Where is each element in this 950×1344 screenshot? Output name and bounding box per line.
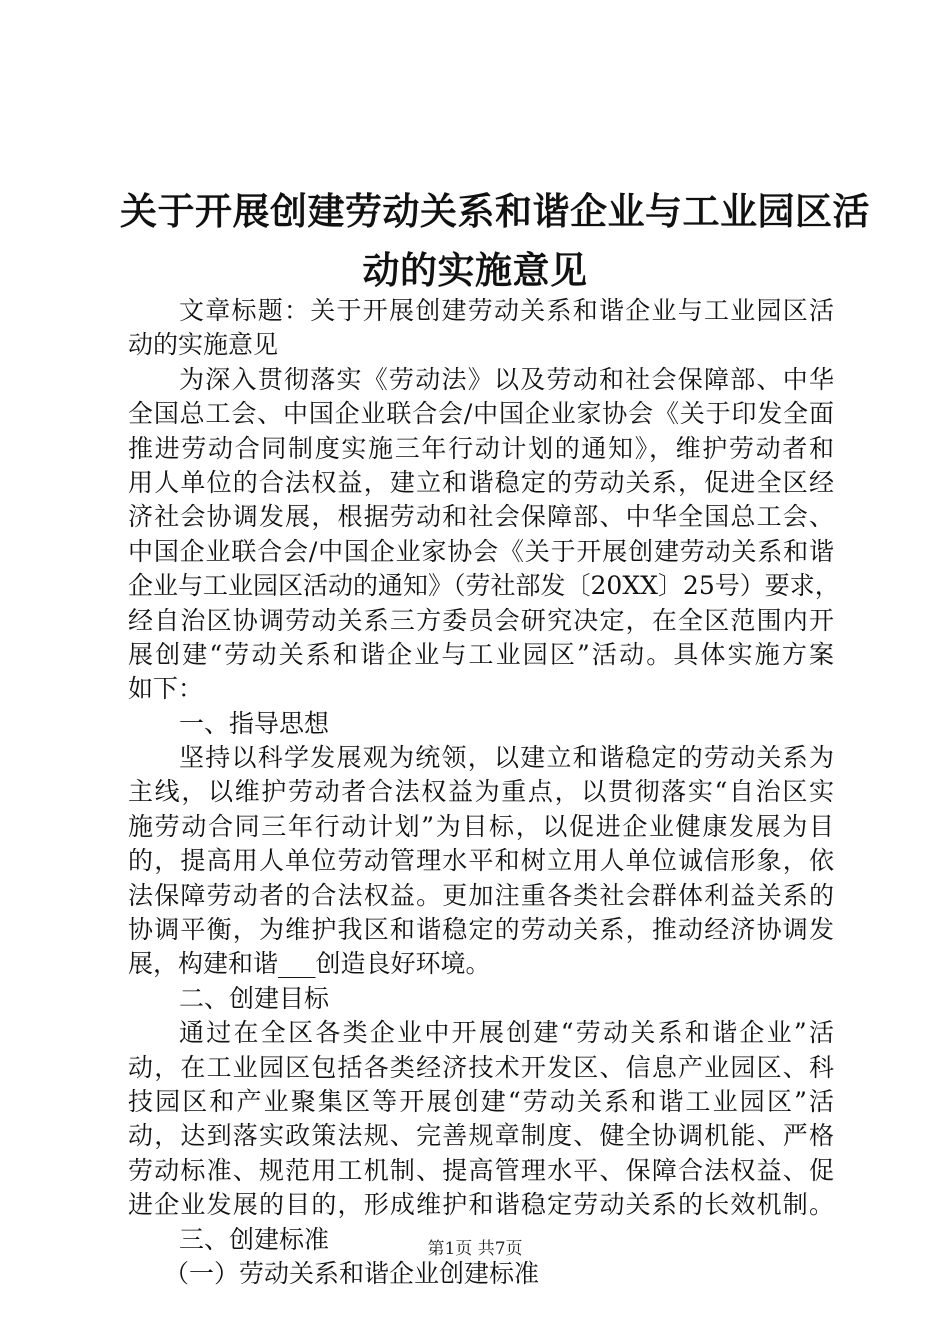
body-line: 展创建“劳动关系和谐企业与工业园区”活动。具体实施方案 xyxy=(128,639,834,669)
body-line: 推进劳动合同制度实施三年行动计划的通知》，维护劳动者和 xyxy=(128,433,834,463)
section-heading: 一、指导思想 xyxy=(179,708,330,738)
body-line: 技园区和产业聚集区等开展创建“劳动关系和谐工业园区”活 xyxy=(128,1086,834,1116)
body-line: 动，在工业园区包括各类经济技术开发区、信息产业园区、科 xyxy=(128,1052,834,1082)
body-line: 动，达到落实政策法规、完善规章制度、健全协调机能、严格 xyxy=(128,1121,834,1151)
body-line: 文章标题：关于开展创建劳动关系和谐企业与工业园区活 xyxy=(179,296,834,325)
section-heading: 二、创建目标 xyxy=(179,983,330,1013)
section-heading: 三、创建标准 xyxy=(179,1224,330,1254)
body-line: 进企业发展的目的，形成维护和谐稳定劳动关系的长效机制。 xyxy=(128,1190,834,1220)
body-line: 施劳动合同三年行动计划”为目标，以促进企业健康发展为目 xyxy=(128,811,834,841)
body-line: 展，构建和谐___创造良好环境。 xyxy=(128,949,491,979)
body-line: 动的实施意见 xyxy=(128,330,279,360)
body-line: 全国总工会、中国企业联合会/中国企业家协会《关于印发全面 xyxy=(128,399,834,429)
body-line: 如下： xyxy=(128,674,204,704)
page-number-footer: 第1页 共7页 xyxy=(427,1239,523,1259)
body-line: 济社会协调发展，根据劳动和社会保障部、中华全国总工会、 xyxy=(128,502,834,532)
body-line: 的，提高用人单位劳动管理水平和树立用人单位诚信形象，依 xyxy=(128,846,834,876)
body-line: 通过在全区各类企业中开展创建“劳动关系和谐企业”活 xyxy=(179,1018,834,1048)
body-line: 劳动标准、规范用工机制、提高管理水平、保障合法权益、促 xyxy=(128,1155,834,1185)
document-title-line-1: 关于开展创建劳动关系和谐企业与工业园区活 xyxy=(120,190,870,233)
body-line: 企业与工业园区活动的通知》（劳社部发〔20XX〕25号）要求， xyxy=(128,571,840,601)
body-line: 用人单位的合法权益，建立和谐稳定的劳动关系，促进全区经 xyxy=(128,467,834,497)
body-line: 法保障劳动者的合法权益。更加注重各类社会群体利益关系的 xyxy=(128,880,834,910)
body-line: 协调平衡，为维护我区和谐稳定的劳动关系，推动经济协调发 xyxy=(128,915,834,945)
body-line: 中国企业联合会/中国企业家协会《关于开展创建劳动关系和谐 xyxy=(128,536,834,566)
body-line: 主线，以维护劳动者合法权益为重点，以贯彻落实“自治区实 xyxy=(128,777,834,807)
body-line: 为深入贯彻落实《劳动法》以及劳动和社会保障部、中华 xyxy=(179,364,834,394)
document-title-line-2: 动的实施意见 xyxy=(362,249,588,292)
document-body xyxy=(128,294,840,1291)
body-line: 经自治区协调劳动关系三方委员会研究决定，在全区范围内开 xyxy=(128,605,834,635)
subsection-heading: （一）劳动关系和谐企业创建标准 xyxy=(164,1258,540,1288)
body-line: 坚持以科学发展观为统领，以建立和谐稳定的劳动关系为 xyxy=(179,743,834,773)
